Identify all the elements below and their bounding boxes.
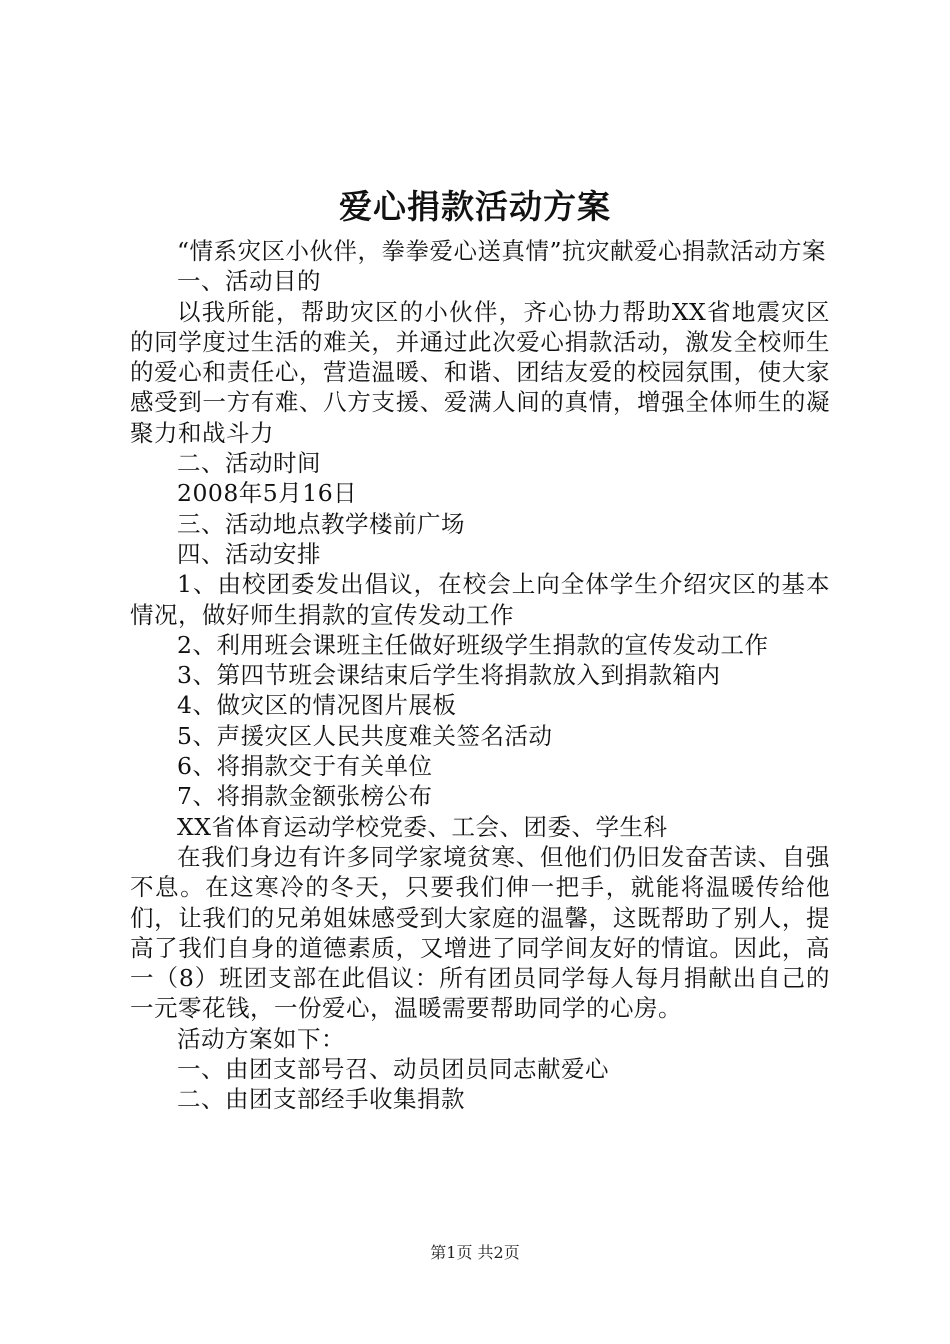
paragraph-plan-step-1: 一、由团支部号召、动员团员同志献爱心 xyxy=(177,1055,609,1084)
document-title: 爱心捐款活动方案 xyxy=(339,187,611,226)
paragraph-item-5: 5、声援灾区人民共度难关签名活动 xyxy=(177,721,553,750)
paragraph-heading-subtitle: “情系灾区小伙伴，拳拳爱心送真情”抗灾献爱心捐款活动方案 xyxy=(177,237,827,265)
paragraph-item-2: 2、利用班会课班主任做好班级学生捐款的宣传发动工作 xyxy=(177,630,769,659)
paragraph-section-location: 三、活动地点教学楼前广场 xyxy=(177,509,465,538)
paragraph-item-1: 1、由校团委发出倡议，在校会上向全体学生介绍灾区的基本情况，做好师生捐款的宣传发动工作 xyxy=(130,570,830,629)
paragraph-item-6: 6、将捐款交于有关单位 xyxy=(177,752,433,781)
paragraph-date: 2008年5月16日 xyxy=(177,479,358,508)
paragraph-item-7: 7、将捐款金额张榜公布 xyxy=(177,782,433,811)
paragraph-item-3: 3、第四节班会课结束后学生将捐款放入到捐款箱内 xyxy=(177,661,721,690)
paragraph-section-time: 二、活动时间 xyxy=(177,449,321,478)
paragraph-item-4: 4、做灾区的情况图片展板 xyxy=(177,691,457,720)
paragraph-proposal-text: 在我们身边有许多同学家境贫寒、但他们仍旧发奋苦读、自强不息。在这寒冷的冬天，只要我们伸一把手，就能将温暖传给他们，让我们的兄弟姐妹感受到大家庭的温馨，这既帮助了别人，提高了我们自身的道德素质，又增进了同学间友好的情谊。因此，高一（8）班团支部在此倡议：所有团员同学每人每月捐献出自己的一元零花钱，一份爱心，温暖需要帮助同学的心房。 xyxy=(130,842,830,1023)
document-body xyxy=(130,236,830,1115)
paragraph-purpose-text: 以我所能，帮助灾区的小伙伴，齐心协力帮助XX省地震灾区的同学度过生活的难关，并通过此次爱心捐款活动，激发全校师生的爱心和责任心，营造温暖、和谐、团结友爱的校园氛围，使大家感受到一方有难、八方支援、爱满人间的真情，增强全体师生的凝聚力和战斗力 xyxy=(130,297,830,447)
paragraph-plan-intro: 活动方案如下： xyxy=(177,1024,345,1053)
paragraph-section-purpose: 一、活动目的 xyxy=(177,267,321,296)
paragraph-section-arrangement: 四、活动安排 xyxy=(177,539,321,568)
page-footer: 第1页 共2页 xyxy=(430,1243,520,1262)
paragraph-organizer: XX省体育运动学校党委、工会、团委、学生科 xyxy=(177,812,668,841)
paragraph-plan-step-2: 二、由团支部经手收集捐款 xyxy=(177,1085,465,1114)
